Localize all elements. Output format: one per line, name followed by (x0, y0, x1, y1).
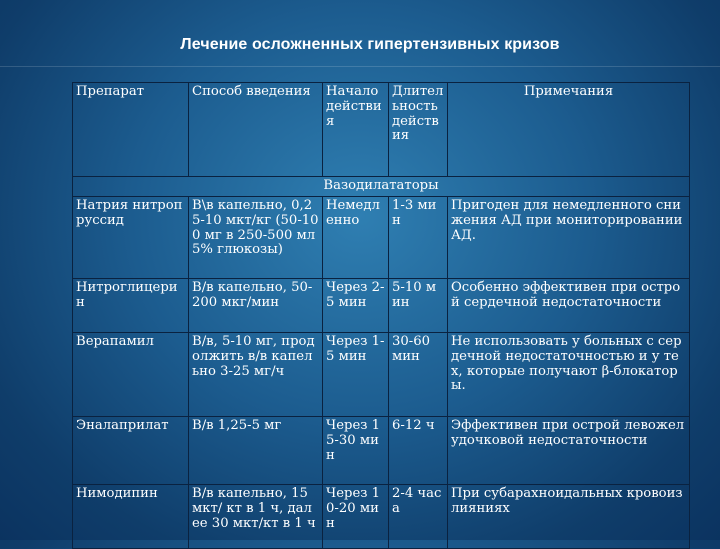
cell-duration: 1-3 мин (389, 197, 448, 279)
cell-route: В/в, 5-10 мг, продолжить в/в капельно 3-25 мг/ч (189, 333, 323, 417)
header-duration: Длительность действия (389, 83, 448, 177)
slide-title: Лечение осложненных гипертензивных кризов (180, 36, 560, 53)
table-header-row (73, 83, 690, 177)
header-route: Способ введения (189, 83, 323, 177)
cell-onset: Через 2-5 мин (323, 279, 389, 333)
group-label: Вазодилататоры (73, 177, 690, 197)
cell-duration: 30-60 мин (389, 333, 448, 417)
cell-drug: Натрия нитропруссид (73, 197, 189, 279)
slide-header-band (0, 0, 720, 67)
cell-notes: Пригоден для немедленного снижения АД при мониторировании АД. (448, 197, 690, 279)
cell-notes: Эффективен при острой левожелудочковой недостаточности (448, 417, 690, 485)
cell-onset: Через 1-5 мин (323, 333, 389, 417)
cell-duration: 2-4 часа (389, 485, 448, 549)
header-onset: Начало действия (323, 83, 389, 177)
cell-route: В/в 1,25-5 мг (189, 417, 323, 485)
cell-onset: Немедленно (323, 197, 389, 279)
table (72, 82, 690, 549)
cell-route: В\в капельно, 0,25-10 мкт/кг (50-100 мг в 250-500 мл 5% глюкозы) (189, 197, 323, 279)
table-row (73, 485, 690, 549)
cell-notes: Особенно эффективен при острой сердечной недостаточности (448, 279, 690, 333)
cell-onset: Через 10-20 мин (323, 485, 389, 549)
cell-drug: Нимодипин (73, 485, 189, 549)
table-row (73, 279, 690, 333)
cell-drug: Нитроглицерин (73, 279, 189, 333)
cell-route: В/в капельно, 15 мкт/ кт в 1 ч, далее 30 мкт/кт в 1 ч (189, 485, 323, 549)
header-notes: Примечания (448, 83, 690, 177)
header-drug: Препарат (73, 83, 189, 177)
table-row (73, 333, 690, 417)
cell-onset: Через 15-30 мин (323, 417, 389, 485)
cell-duration: 5-10 мин (389, 279, 448, 333)
treatment-table (72, 82, 689, 549)
cell-notes: При субарахноидальных кровоизлияниях (448, 485, 690, 549)
cell-drug: Эналаприлат (73, 417, 189, 485)
cell-drug: Верапамил (73, 333, 189, 417)
table-row (73, 417, 690, 485)
cell-duration: 6-12 ч (389, 417, 448, 485)
group-row (73, 177, 690, 197)
table-row (73, 197, 690, 279)
cell-route: В/в капельно, 50-200 мкг/мин (189, 279, 323, 333)
cell-notes: Не использовать у больных с сердечной недостаточностью и у тех, которые получают β-блокаторы. (448, 333, 690, 417)
